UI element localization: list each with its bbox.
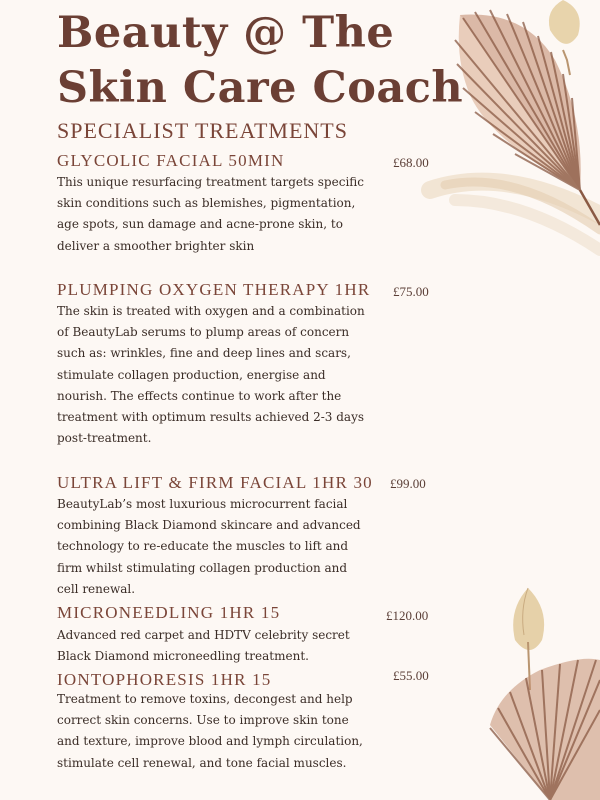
- treatment-name-iontophoresis: IONTOPHORESIS 1HR 15: [57, 670, 272, 689]
- treatment-name-ultra-lift: ULTRA LIFT & FIRM FACIAL 1HR 30: [57, 473, 373, 492]
- treatment-name-microneedling: MICRONEEDLING 1HR 15: [57, 603, 281, 622]
- treatment-price-oxygen-therapy: £75.00: [393, 284, 429, 299]
- treatment-name-glycolic-facial: GLYCOLIC FACIAL 50MIN: [57, 151, 285, 170]
- treatment-description-oxygen-therapy: The skin is treated with oxygen and a combination of BeautyLab serums to plump areas of concern such as: wrinkles, fine and deep lines and scars, stimulate collagen production, energise and nourish. The effects continue to work after the treatment with optimum results achieved 2-3 days post-treatment.: [57, 304, 365, 446]
- treatment-price-microneedling: £120.00: [386, 608, 429, 623]
- treatment-price-glycolic-facial: £68.00: [393, 155, 429, 170]
- treatment-description-ultra-lift: BeautyLab’s most luxurious microcurrent facial combining Black Diamond skincare and advanced technology to re-educate the muscles to lift and firm whilst stimulating collagen production and cell renewal.: [57, 497, 361, 596]
- treatment-price-iontophoresis: £55.00: [393, 668, 429, 683]
- treatment-description-iontophoresis: Treatment to remove toxins, decongest and help correct skin concerns. Use to improve skin tone and texture, improve blood and lymph circulation, stimulate cell renewal, and tone facial muscles.: [57, 692, 363, 770]
- treatment-description-microneedling: Advanced red carpet and HDTV celebrity secret Black Diamond microneedling treatment.: [57, 628, 350, 664]
- dried-palm-leaf-bottom-decoration: [480, 580, 600, 800]
- treatment-description-glycolic-facial: This unique resurfacing treatment targets specific skin conditions such as blemishes, pigmentation, age spots, sun damage and acne-prone skin, to deliver a smoother brighter skin: [57, 175, 365, 253]
- section-heading: SPECIALIST TREATMENTS: [57, 118, 348, 143]
- treatment-name-oxygen-therapy: PLUMPING OXYGEN THERAPY 1HR: [57, 280, 371, 299]
- treatment-price-ultra-lift: £99.00: [390, 476, 426, 491]
- page-title: Beauty @ The Skin Care Coach: [57, 8, 464, 113]
